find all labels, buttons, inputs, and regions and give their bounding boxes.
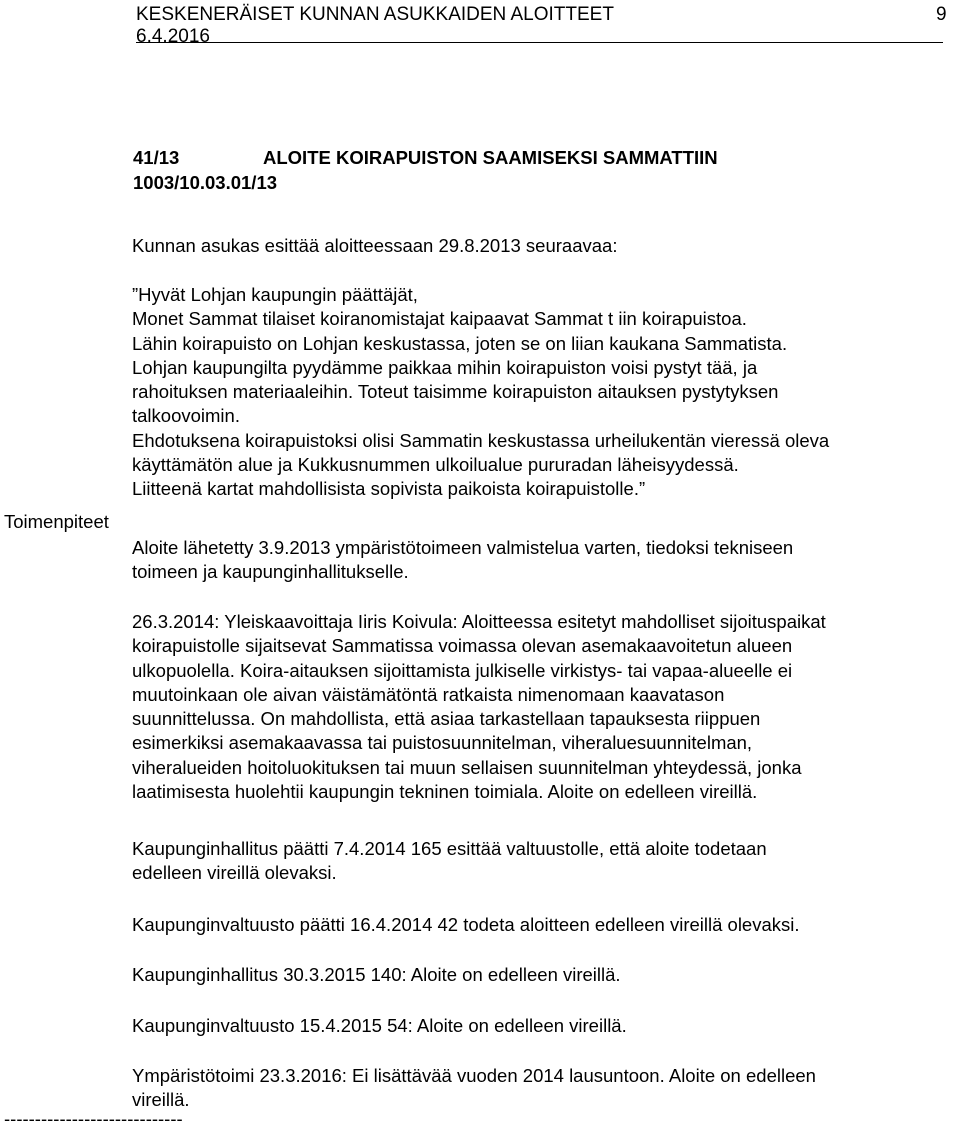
action-paragraph — [132, 1064, 958, 1113]
quote-line: ”Hyvät Lohjan kaupungin päättäjät, — [132, 284, 418, 305]
action-paragraph — [132, 610, 958, 804]
action-line: muutoinkaan ole aivan väistämätöntä ratkaista nimenomaan kaavatason — [132, 683, 725, 705]
document-date: 6.4.2016 — [136, 26, 210, 47]
action-line: toimeen ja kaupunginhallitukselle. — [132, 561, 409, 583]
action-line: Kaupunginvaltuusto päätti 16.4.2014 42 todeta aloitteen edelleen vireillä olevaksi. — [132, 914, 800, 935]
section-separator: ----------------------------- — [4, 1108, 183, 1129]
header-underline — [136, 42, 943, 43]
quote-line: käyttämätön alue ja Kukkusnummen ulkoilualue pururadan läheisyydessä. — [132, 454, 739, 476]
action-line: suunnittelussa. On mahdollista, että asiaa tarkastellaan tapauksesta riippuen — [132, 708, 761, 730]
action-line: Kaupunginvaltuusto 15.4.2015 54: Aloite on edelleen vireillä. — [132, 1015, 627, 1036]
initiative-record-id: 1003/10.03.01/13 — [133, 172, 278, 193]
action-line: edelleen vireillä olevaksi. — [132, 862, 337, 884]
action-line: ulkopuolella. Koira-aitauksen sijoittamista julkiselle virkistys- tai vapaa-alueelle ei — [132, 659, 793, 681]
action-line: 26.3.2014: Yleiskaavoittaja Iiris Koivula: Aloitteessa esitetyt mahdolliset sijoituspaikat — [132, 611, 826, 632]
quote-line: Liitteenä kartat mahdollisista sopivista paikoista koirapuistolle.” — [132, 478, 646, 500]
quote-line: Ehdotuksena koirapuistoksi olisi Sammatin keskustassa urheilukentän vieressä oleva — [132, 429, 830, 451]
actions-label: Toimenpiteet — [4, 511, 109, 532]
action-line: esimerkiksi asemakaavassa tai puistosuunnitelman, viheraluesuunnitelman, — [132, 732, 753, 754]
action-line: Kaupunginhallitus 30.3.2015 140: Aloite on edelleen vireillä. — [132, 964, 621, 985]
initiative-title: ALOITE KOIRAPUISTON SAAMISEKSI SAMMATTIIN — [263, 147, 718, 168]
action-line: Ympäristötoimi 23.3.2016: Ei lisättävää vuoden 2014 lausuntoon. Aloite on edelleen — [132, 1065, 816, 1086]
action-line: laatimisesta huolehtii kaupungin tekninen toimiala. Aloite on edelleen vireillä. — [132, 781, 758, 803]
action-paragraph — [132, 1014, 958, 1038]
quote-line: Lähin koirapuisto on Lohjan keskustassa, joten se on liian kaukana Sammatista. — [132, 332, 788, 354]
quote-line: Lohjan kaupungilta pyydämme paikkaa mihin koirapuiston voisi pystyt tää, ja — [132, 356, 758, 378]
action-line: vireillä. — [132, 1089, 190, 1111]
action-line: viheralueiden hoitoluokituksen tai muun sellaisen suunnitelman yhteydessä, jonka — [132, 756, 802, 778]
quote-line: Monet Sammat tilaiset koiranomistajat kaipaavat Sammat t iin koirapuistoa. — [132, 308, 747, 330]
initiative-number: 41/13 — [133, 147, 180, 168]
page-number: 9 — [936, 4, 947, 25]
action-line: Kaupunginhallitus päätti 7.4.2014 165 esittää valtuustolle, että aloite todetaan — [132, 838, 767, 859]
initiative-intro: Kunnan asukas esittää aloitteessaan 29.8.2013 seuraavaa: — [132, 235, 618, 256]
action-paragraph — [132, 913, 958, 937]
action-paragraph — [132, 536, 958, 585]
action-paragraph — [132, 963, 958, 987]
initiative-quote — [132, 283, 958, 502]
action-paragraph — [132, 837, 958, 886]
action-line: Aloite lähetetty 3.9.2013 ympäristötoimeen valmistelua varten, tiedoksi tekniseen — [132, 537, 794, 558]
quote-line: rahoituksen materiaaleihin. Toteut taisimme koirapuiston aitauksen pystytyksen — [132, 381, 779, 403]
document-header-title: KESKENERÄISET KUNNAN ASUKKAIDEN ALOITTEET — [136, 4, 614, 25]
action-line: koirapuistolle sijaitsevat Sammatissa voimassa olevan asemakaavoitetun alueen — [132, 635, 793, 657]
quote-line: talkoovoimin. — [132, 405, 240, 427]
